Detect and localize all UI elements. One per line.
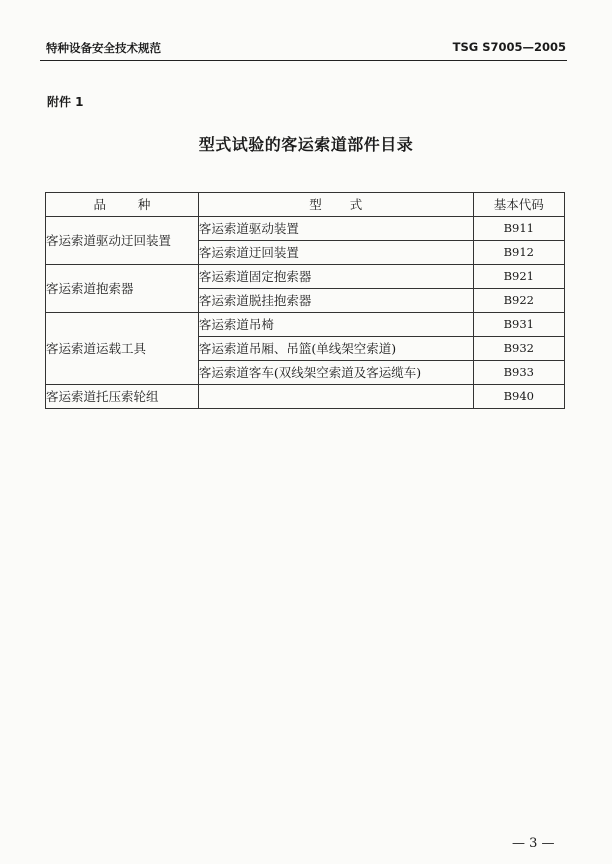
code-cell: B922 [473, 289, 564, 313]
table-row [46, 385, 565, 409]
catalog-table [45, 192, 565, 409]
header-standard-code: TSG S7005—2005 [452, 40, 566, 54]
variety-cell: 客运索道运载工具 [46, 313, 199, 385]
table-row [46, 265, 565, 289]
table-row [46, 313, 565, 337]
code-cell: B933 [473, 361, 564, 385]
type-cell: 客运索道驱动装置 [198, 217, 473, 241]
code-cell: B921 [473, 265, 564, 289]
header-type: 型 式 [198, 193, 473, 217]
variety-cell: 客运索道驱动迂回装置 [46, 217, 199, 265]
table-row [46, 217, 565, 241]
header-code: 基本代码 [473, 193, 564, 217]
table-header-row [46, 193, 565, 217]
code-cell: B940 [473, 385, 564, 409]
type-cell: 客运索道吊厢、吊篮(单线架空索道) [198, 337, 473, 361]
type-cell [198, 385, 473, 409]
header-rule [40, 60, 567, 61]
variety-cell: 客运索道抱索器 [46, 265, 199, 313]
type-cell: 客运索道客车(双线架空索道及客运缆车) [198, 361, 473, 385]
code-cell: B931 [473, 313, 564, 337]
header-standard-category: 特种设备安全技术规范 [46, 41, 161, 55]
code-cell: B932 [473, 337, 564, 361]
type-cell: 客运索道吊椅 [198, 313, 473, 337]
type-cell: 客运索道固定抱索器 [198, 265, 473, 289]
page-number: — 3 — [512, 836, 555, 851]
variety-cell: 客运索道托压索轮组 [46, 385, 199, 409]
code-cell: B912 [473, 241, 564, 265]
type-cell: 客运索道脱挂抱索器 [198, 289, 473, 313]
type-cell: 客运索道迂回装置 [198, 241, 473, 265]
header-variety: 品 种 [46, 193, 199, 217]
attachment-label: 附件 1 [47, 95, 84, 109]
code-cell: B911 [473, 217, 564, 241]
page-title: 型式试验的客运索道部件目录 [198, 135, 414, 154]
